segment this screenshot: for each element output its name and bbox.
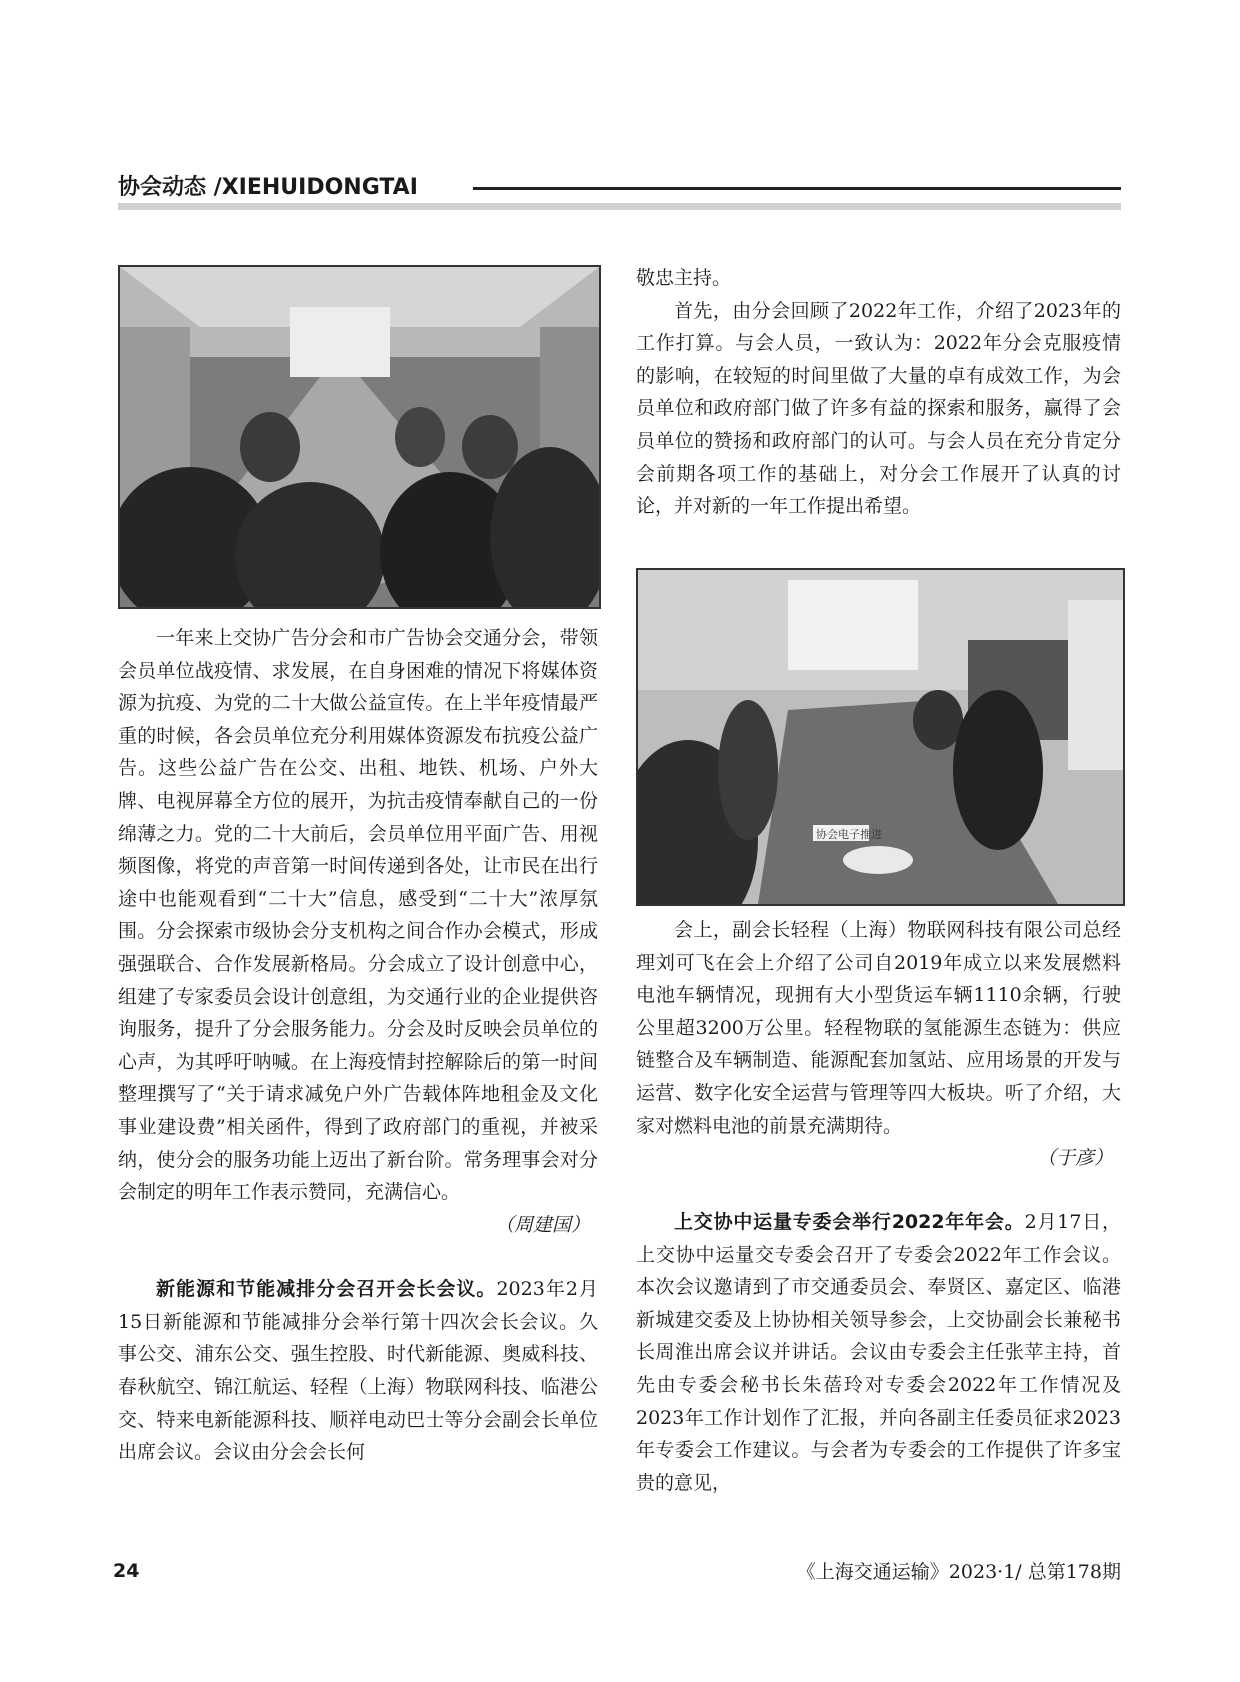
paragraph-lead: 新能源和节能减排分会召开会长会议。 bbox=[156, 1278, 497, 1301]
meeting-photo-2 bbox=[636, 568, 1125, 906]
section-title: 协会动态 /XIEHUIDONGTAI bbox=[118, 175, 418, 200]
section-header bbox=[118, 173, 1121, 213]
byline: （周建国） bbox=[494, 1213, 590, 1236]
journal-footer: 《上海交通运输》2023·1/ 总第178期 bbox=[796, 1561, 1121, 1583]
page-number: 24 bbox=[113, 1560, 140, 1582]
right-column-middle bbox=[636, 914, 1121, 1175]
paragraph bbox=[636, 1206, 1121, 1499]
paragraph: 首先，由分会回顾了2022年工作，介绍了2023年的工作打算。与会人员，一致认为：2022年分会克服疫情的影响，在较短的时间里做了大量的卓有成效工作，为会员单位和政府部门做了许多有益的探索和服务，赢得了会员单位的赞扬和政府部门的认可。与会人员在充分肯定分会前期各项工作的基础上，对分会工作展开了认真的讨论，并对新的一年工作提出希望。 bbox=[636, 299, 1121, 518]
header-rule bbox=[473, 187, 1121, 190]
header-band bbox=[118, 203, 1121, 210]
paragraph-lead: 上交协中运量专委会举行2022年年会。 bbox=[674, 1211, 1025, 1233]
table-sign-text: 协会电子推进 bbox=[816, 828, 882, 841]
paragraph: 会上，副会长轻程（上海）物联网科技有限公司总经理刘可飞在会上介绍了公司自2019年成立以来发展燃料电池车辆情况，现拥有大小型货运车辆1110余辆，行驶公里超3200万公里。轻程物联的氢能源生态链为：供应链整合及车辆制造、能源配套加氢站、应用场景的开发与运营、数字化安全运营与管理等四大板块。听了介绍，大家对燃料电池的前景充满期待。 bbox=[636, 919, 1121, 1137]
left-column bbox=[118, 622, 598, 1469]
paragraph-body: 2月17日，上交协中运量交专委会召开了专委会2022年工作会议。本次会议邀请到了市交通委员会、奉贤区、嘉定区、临港新城建交委及上协协相关领导参会，上交协副会长兼秘书长周淮出席会议并讲话。会议由专委会主任张苹主持，首先由专委会秘书长朱蓓玲对专委会2022年工作情况及2023年工作计划作了汇报，并向各副主任委员征求2023年专委会工作建议。与会者为专委会的工作提供了许多宝贵的意见， bbox=[636, 1211, 1121, 1494]
paragraph-body: 2023年2月15日新能源和节能减排分会举行第十四次会长会议。久事公交、浦东公交、强生控股、时代新能源、奥威科技、春秋航空、锦江航运、轻程（上海）物联网科技、临港公交、特来电新能源科技、顺祥电动巴士等分会副会长单位出席会议。会议由分会会长何 bbox=[118, 1278, 598, 1464]
right-column-top bbox=[636, 262, 1121, 523]
right-column-bottom bbox=[636, 1206, 1121, 1499]
meeting-photo-1 bbox=[118, 265, 601, 609]
paragraph: 一年来上交协广告分会和市广告协会交通分会，带领会员单位战疫情、求发展，在自身困难的情况下将媒体资源为抗疫、为党的二十大做公益宣传。在上半年疫情最严重的时候，各会员单位充分利用媒体资源发布抗疫公益广告。这些公益广告在公交、出租、地铁、机场、户外大牌、电视屏幕全方位的展开，为抗击疫情奉献自己的一份绵薄之力。党的二十大前后，会员单位用平面广告、用视频图像，将党的声音第一时间传递到各处，让市民在出行途中也能观看到“二十大”信息，感受到“二十大”浓厚氛围。分会探索市级协会分支机构之间合作办会模式，形成强强联合、合作发展新格局。分会成立了设计创意中心，组建了专家委员会设计创意组，为交通行业的企业提供咨询服务，提升了分会服务能力。分会及时反映会员单位的心声，为其呼吁呐喊。在上海疫情封控解除后的第一时间整理撰写了“关于请求减免户外广告载体阵地租金及文化事业建设费”相关函件，得到了政府部门的重视，并被采纳，使分会的服务功能上迈出了新台阶。常务理事会对分会制定的明年工作表示赞同，充满信心。 bbox=[118, 627, 598, 1204]
paragraph: 敬忠主持。 bbox=[636, 267, 732, 289]
paragraph bbox=[118, 1273, 598, 1469]
byline: （于彦） bbox=[1036, 1147, 1113, 1170]
